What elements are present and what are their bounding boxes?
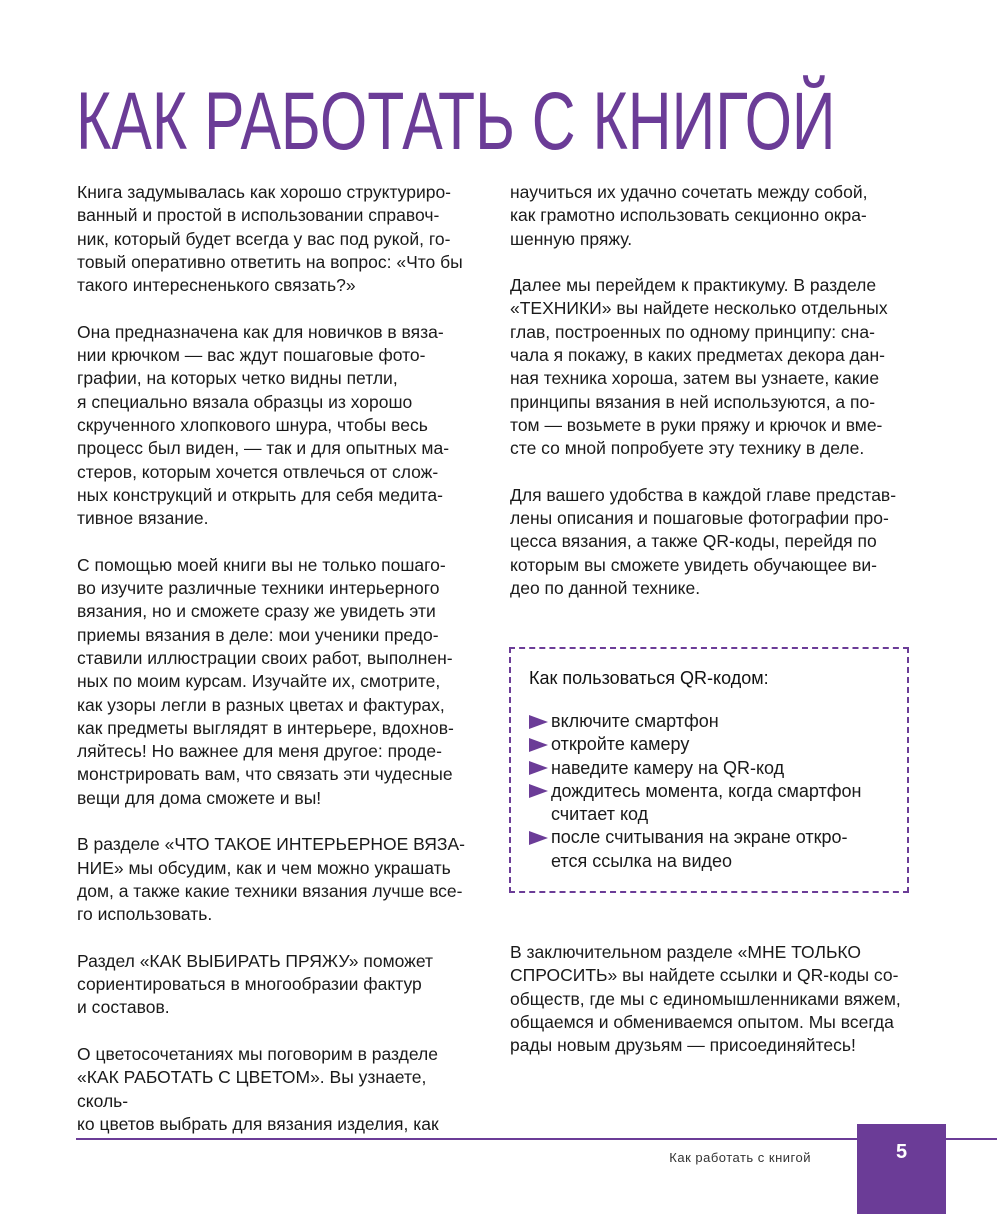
page-number: 5 xyxy=(895,1141,908,1163)
interior-knitting-section-paragraph: В разделе «ЧТО ТАКОЕ ИНТЕРЬЕРНОЕ ВЯЗА- НИЕ» мы обсудим, как и чем можно украшать дом, а также какие техники вязания лучше все- го использовать. xyxy=(77,834,465,925)
qr-instructions-box xyxy=(509,647,909,893)
page-number-badge xyxy=(857,1124,946,1214)
closing-paragraph: В заключительном разделе «МНЕ ТОЛЬКО СПРОСИТЬ» вы найдете ссылки и QR-коды со- обществ, где мы с единомышленниками вяжем, общаемся и обмениваемся опытом. Мы всегда рады новым друзьям — присоединяйтесь! xyxy=(510,942,901,1056)
techniques-section-paragraph: Далее мы перейдем к практикуму. В разделе «ТЕХНИКИ» вы найдете несколько отдельных глав, построенных по одному принципу: сна- чала я покажу, в каких предметах декора дан- ная техника хороша, затем вы узнаете, какие принципы вязания в ней используются, а по- том — возьмете в руки пряжу и крючок и вме- сте со мной попробуете эту технику в деле. xyxy=(510,275,888,459)
triangle-arrow-icon xyxy=(529,757,551,780)
triangle-arrow-icon xyxy=(529,733,551,756)
qr-steps-list xyxy=(529,710,891,873)
page-title: КАК РАБОТАТЬ С КНИГОЙ xyxy=(76,76,836,167)
running-footer: Как работать с книгой xyxy=(669,1150,811,1165)
right-column xyxy=(510,181,920,600)
qr-step xyxy=(529,710,891,733)
color-section-continuation: научиться их удачно сочетать между собой, как грамотно использовать секционно окра- шенную пряжу. xyxy=(510,182,868,249)
intro-paragraph: Книга задумывалась как хорошо структуриро- ванный и простой в использовании справоч- ник, который будет всегда у вас под рукой, го- товый оперативно ответить на вопрос: «Что бы такого интересненького связать?» xyxy=(77,182,463,296)
left-column xyxy=(77,181,482,1136)
audience-paragraph: Она предназначена как для новичков в вяза- нии крючком — вас ждут пошаговые фото- графии, на которых четко видны петли, я специально вязала образцы из хорошо скрученного хлопкового шнура, чтобы весь процесс был виден, — так и для опытных ма- стеров, которым хочется отвлечься от слож- ных конструкций и открыть для себя медита- тивное вязание. xyxy=(77,321,450,529)
yarn-section-paragraph: Раздел «КАК ВЫБИРАТЬ ПРЯЖУ» поможет сориентироваться в многообразии фактур и составов. xyxy=(77,950,434,1018)
color-section-paragraph: О цветосочетаниях мы поговорим в разделе «КАК РАБОТАТЬ С ЦВЕТОМ». Вы узнаете, сколь- ко цветов выбрать для вязания изделия, как xyxy=(77,1043,439,1134)
qr-step xyxy=(529,733,891,756)
closing-block xyxy=(510,941,920,1057)
qr-step-text: дождитесь момента, когда смартфон считает код xyxy=(551,780,862,825)
triangle-arrow-icon xyxy=(529,826,551,849)
qr-step xyxy=(529,826,891,873)
triangle-arrow-icon xyxy=(529,710,551,733)
qr-step-text: наведите камеру на QR-код xyxy=(551,757,785,778)
qr-instructions-title: Как пользоваться QR-кодом: xyxy=(529,668,769,688)
qr-step xyxy=(529,780,891,827)
triangle-arrow-icon xyxy=(529,780,551,803)
qr-step-text: после считывания на экране откро- ется ссылка на видео xyxy=(551,827,848,871)
qr-step-text: включите смартфон xyxy=(551,711,719,731)
qr-step-text: откройте камеру xyxy=(551,734,690,755)
techniques-paragraph: С помощью моей книги вы не только пошаго- во изучите различные техники интерьерного вязания, но и сможете сразу же увидеть эти приемы вязания в деле: мои ученики предо- ставили иллюстрации своих работ, выполнен- ных по моим курсам. Изучайте их, смотрите, как узоры легли в разных цветах и фактурах, как предметы выглядят в интерьере, вдохнов- ляйтесь! Но важнее для меня другое: проде- монстрировать вам, что связать эти чудесные вещи для дома сможете и вы! xyxy=(77,554,454,808)
qr-video-paragraph: Для вашего удобства в каждой главе представ- лены описания и пошаговые фотографии про- цесса вязания, а также QR-коды, перейдя по которым вы сможете увидеть обучающее ви- део по данной технике. xyxy=(510,484,897,599)
qr-step xyxy=(529,757,891,780)
